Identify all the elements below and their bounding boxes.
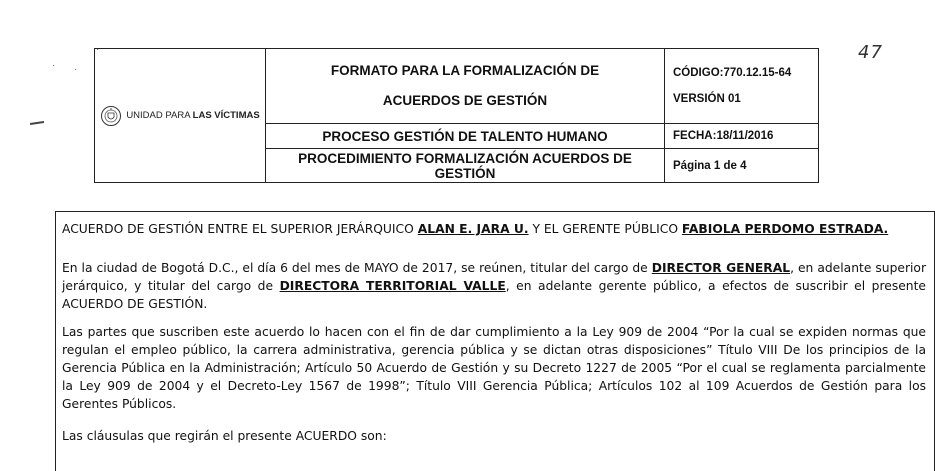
margin-mark <box>30 121 44 125</box>
logo-cell <box>95 49 266 183</box>
parties-paragraph: En la ciudad de Bogotá D.C., el día 6 del mes de MAYO de 2017, se reúnen, titular del cargo de DIRECTOR GENERAL, en adelante superior jerárquico, y titular del cargo de DIRECTORA TERRITORIAL VALLE, en adelante gerente público, a efectos de suscribir el presente ACUERDO DE GESTIÓN. <box>62 261 926 311</box>
procedure-name: PROCEDIMIENTO FORMALIZACIÓN ACUERDOS DE GESTIÓN <box>266 149 665 183</box>
superior-name: ALAN E. JARA U. <box>417 222 529 236</box>
coat-of-arms-icon <box>100 105 122 127</box>
process-name: PROCESO GESTIÓN DE TALENTO HUMANO <box>266 124 665 149</box>
gerente-position: DIRECTORA TERRITORIAL VALLE <box>279 279 506 293</box>
scan-speck: · <box>52 60 56 71</box>
code-version-cell <box>665 49 819 124</box>
superior-position: DIRECTOR GENERAL <box>651 261 791 275</box>
handwritten-page-number: 47 <box>858 42 883 63</box>
gerente-name: FABIOLA PERDOMO ESTRADA. <box>681 222 889 236</box>
scan-speck: · <box>74 64 78 75</box>
clauses-intro: Las cláusulas que regirán el presente ACUERDO son: <box>62 429 387 443</box>
form-title: FORMATO PARA LA FORMALIZACIÓN DE ACUERDOS DE GESTIÓN <box>266 49 665 124</box>
legal-basis-paragraph: Las partes que suscriben este acuerdo lo hacen con el fin de dar cumplimiento a la Ley 909 de 2004 “Por la cual se expiden normas que regulan el empleo público, la carrera administrativa, gerencia pública y se dictan otras disposiciones” Título VIII De los principios de la Gerencia Pública en la Administración; Artículo 50 Acuerdo de Gestión y su Decreto 1227 de 2005 “Por el cual se reglamenta parcialmente la Ley 909 de 2004 y el Decreto-Ley 1567 de 1998”; Título VIII Gerencia Pública; Artículos 102 al 109 Acuerdos de Gestión para los Gerentes Públicos. <box>62 325 926 411</box>
agreement-body <box>55 211 935 471</box>
page-count: Página 1 de 4 <box>665 149 819 183</box>
version-value: VERSIÓN 01 <box>673 93 741 105</box>
document-header-table <box>94 48 819 183</box>
scan-speck: · <box>96 44 100 55</box>
logo-text: UNIDAD PARA LAS VÍCTIMAS <box>126 110 260 121</box>
agreement-heading: ACUERDO DE GESTIÓN ENTRE EL SUPERIOR JERÁRQUICO ALAN E. JARA U. Y EL GERENTE PÚBLICO FABIOLA PERDOMO ESTRADA. <box>62 222 889 236</box>
date-value: FECHA:18/11/2016 <box>665 124 819 149</box>
code-value: CÓDIGO:770.12.15-64 <box>673 67 792 79</box>
